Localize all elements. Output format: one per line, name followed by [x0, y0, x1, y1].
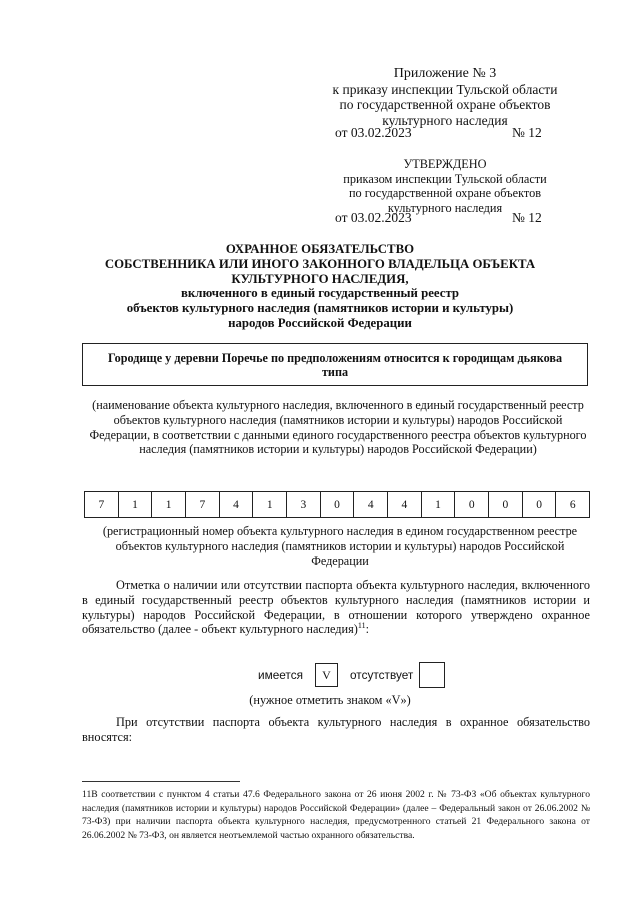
footnote-divider [82, 781, 240, 782]
appendix-line: культурного наследия [382, 112, 508, 128]
appendix-line: по государственной охране объектов [339, 97, 551, 112]
title-line: ОХРАННОЕ ОБЯЗАТЕЛЬСТВО [225, 242, 415, 256]
title-line: СОБСТВЕННИКА ИЛИ ИНОГО ЗАКОННОГО ВЛАДЕЛЬЦА ОБЪЕКТА [104, 256, 536, 271]
approved-number: № 12 [512, 210, 542, 225]
title-line: КУЛЬТУРНОГО НАСЛЕДИЯ, [231, 271, 409, 286]
title-line: включенного в единый государственный реестр [180, 286, 459, 301]
appendix-date: от 03.02.2023 [335, 125, 412, 140]
present-checkbox[interactable] [315, 663, 338, 687]
absent-checkbox[interactable] [419, 662, 445, 688]
document-title [60, 242, 580, 331]
approved-line: УТВЕРЖДЕНО [403, 157, 487, 171]
registration-digit: 0 [489, 492, 523, 517]
registration-digit: 0 [321, 492, 355, 517]
appendix-line: Приложение № 3 [393, 66, 497, 81]
registration-digit: 1 [152, 492, 186, 517]
object-name-box [82, 343, 588, 386]
present-mark: V [322, 667, 331, 682]
registration-digit: 4 [220, 492, 254, 517]
appendix-line: к приказу инспекции Тульской области [332, 81, 558, 97]
registration-digit: 1 [119, 492, 153, 517]
passport-colon: : [365, 622, 370, 637]
registration-digit: 4 [354, 492, 388, 517]
registration-digit: 3 [287, 492, 321, 517]
passport-paragraph-text: Отметка о наличии или отсутствии паспорта объекта культурного наследия, включенного в единый государственный реестр объектов культурного наследия (памятников истории и культуры) народов Российской Федерации, в отношении которого утверждено охранное обязательство (далее - объект культурного наследия) [82, 578, 590, 637]
object-name: Городище у деревни Поречье по предположениям относится к городищам дьякова типа [107, 350, 563, 379]
passport-check-row [258, 662, 445, 688]
title-line: народов Российской Федерации [228, 315, 412, 330]
footnote: 11В соответствии с пунктом 4 статьи 47.6 Федерального закона от 26 июня 2002 г. № 73-ФЗ «Об объектах культурного наследия (памятников истории и культуры) народов Российской Федерации» (далее – Федеральный закон от 26.06.2002 № 73-ФЗ) при наличии паспорта объекта культурного наследия, предусмотренного статьей 21 Федерального закона от 26.06.2002 № 73-ФЗ, он является неотъемлемой частью охранного обязательства. [82, 789, 590, 841]
check-note: (нужное отметить знаком «V») [249, 693, 411, 707]
registration-digit: 1 [422, 492, 456, 517]
registration-digit: 7 [186, 492, 220, 517]
approved-line: культурного наследия [387, 200, 503, 215]
registration-digit: 7 [85, 492, 119, 517]
approved-header [300, 157, 590, 215]
absence-paragraph: При отсутствии паспорта объекта культурного наследия в охранное обязательство вносятся: [82, 715, 590, 744]
registration-digit: 1 [253, 492, 287, 517]
title-line: объектов культурного наследия (памятников истории и культуры) [126, 301, 514, 316]
registration-number-caption: (регистрационный номер объекта культурного наследия в едином государственном реестре объектов культурного наследия (памятников истории и культуры) народов Российской Федерации [102, 524, 578, 568]
footnote-ref: 11 [357, 621, 366, 631]
registration-digit: 4 [388, 492, 422, 517]
appendix-header [300, 66, 590, 128]
registration-number-grid [84, 491, 590, 518]
registration-digit: 0 [523, 492, 557, 517]
registration-digit: 0 [455, 492, 489, 517]
present-label: имеется [258, 668, 303, 682]
absent-label: отсутствует [350, 668, 414, 682]
appendix-number: № 12 [512, 125, 542, 140]
registration-digit: 6 [569, 498, 576, 511]
object-name-caption: (наименование объекта культурного наследия, включенного в единый государственный реестр объектов культурного наследия (памятников истории и культуры) народов Российской Федерации, в соответствии с данными единого государственного реестра объектов культурного наследия (памятников истории и культуры) народов Российской Федерации) [89, 398, 587, 457]
approved-line: приказом инспекции Тульской области [343, 171, 547, 186]
approved-date: от 03.02.2023 [335, 210, 412, 225]
passport-paragraph [82, 578, 590, 637]
approved-line: по государственной охране объектов [348, 186, 542, 200]
